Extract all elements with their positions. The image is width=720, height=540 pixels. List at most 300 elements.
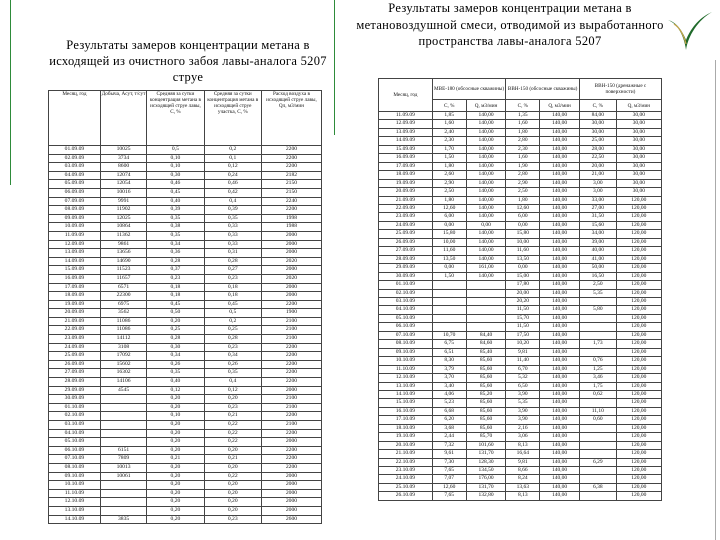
table-cell: 140,00: [540, 289, 580, 297]
table-row: [49, 369, 322, 378]
table-cell: 161,00: [466, 264, 506, 272]
table-cell: 23.09.09: [49, 335, 101, 344]
table-cell: 28,00: [579, 145, 616, 153]
table-cell: 2000: [261, 266, 321, 275]
table-cell: 140,00: [540, 120, 580, 128]
header-conc-lava: Средняя за сутки концентрация метана в исходящей струе лавы, C, %: [147, 91, 204, 146]
table-cell: 14112: [100, 335, 146, 344]
table-cell: 0,23: [204, 343, 261, 352]
table-cell: 1,60: [506, 120, 540, 128]
table-cell: 84,00: [579, 112, 616, 120]
table-cell: 10864: [100, 223, 146, 232]
table-cell: 2200: [261, 429, 321, 438]
table-row: [49, 395, 322, 404]
table-row: [379, 390, 662, 398]
table-cell: 0,12: [147, 386, 204, 395]
table-cell: 140,00: [466, 213, 506, 221]
table-row: [49, 180, 322, 189]
table-cell: 2,60: [432, 171, 466, 179]
table-cell: 0,35: [147, 369, 204, 378]
table-cell: 7809: [100, 455, 146, 464]
subheader-q: Q, м3/мин: [540, 100, 580, 112]
table-cell: 0,60: [579, 416, 616, 424]
table-cell: 2200: [261, 206, 321, 215]
table-cell: 120,00: [616, 348, 661, 356]
table-row: [379, 492, 662, 500]
table-cell: 19.09.09: [379, 179, 433, 187]
table-row: [49, 214, 322, 223]
table-cell: 09.10.09: [379, 348, 433, 356]
table-cell: 5,80: [579, 306, 616, 314]
table-cell: 2000: [261, 240, 321, 249]
table-cell: 140,00: [466, 230, 506, 238]
table-cell: 1,50: [432, 272, 466, 280]
table-row: [379, 365, 662, 373]
table-cell: 140,00: [540, 458, 580, 466]
table-row: [379, 171, 662, 179]
table-cell: 39,00: [579, 238, 616, 246]
table-row: [49, 292, 322, 301]
table-cell: 11.09.09: [379, 112, 433, 120]
table-cell: 0,2: [204, 146, 261, 155]
table-cell: 0,20: [147, 481, 204, 490]
table-cell: 0,39: [147, 206, 204, 215]
table-row: [49, 489, 322, 498]
table-cell: 15.09.09: [49, 266, 101, 275]
table-cell: 140,00: [540, 137, 580, 145]
table-row: [49, 515, 322, 524]
table-cell: 120,00: [616, 475, 661, 483]
table-row: [379, 213, 662, 221]
table-cell: 05.09.09: [49, 180, 101, 189]
table-cell: [579, 433, 616, 441]
table-cell: [579, 297, 616, 305]
table-cell: 140,00: [540, 128, 580, 136]
table-cell: 16,64: [506, 450, 540, 458]
table-row: [379, 137, 662, 145]
table-cell: 8600: [100, 163, 146, 172]
table-cell: 2,30: [506, 145, 540, 153]
table-row: [49, 335, 322, 344]
table-cell: 15,80: [506, 230, 540, 238]
table-cell: 3,90: [506, 416, 540, 424]
table-cell: 3,79: [432, 365, 466, 373]
table-cell: 11523: [100, 266, 146, 275]
table-cell: 128,30: [466, 458, 506, 466]
table-cell: 85,60: [466, 365, 506, 373]
table-cell: 0,28: [204, 335, 261, 344]
table-cell: 30,00: [616, 162, 661, 170]
table-cell: 131,70: [466, 450, 506, 458]
table-row: [49, 188, 322, 197]
header-air-flow: Расход воздуха в исходящей струе лавы, Qл, м3/мин: [261, 91, 321, 146]
table-cell: 140,00: [540, 390, 580, 398]
table-cell: 120,00: [616, 196, 661, 204]
table-cell: 0,20: [147, 506, 204, 515]
table-cell: 85,60: [466, 374, 506, 382]
table-cell: 140,00: [540, 357, 580, 365]
table-cell: 11086: [100, 317, 146, 326]
table-cell: 28.09.09: [49, 378, 101, 387]
table-cell: 0,35: [204, 214, 261, 223]
table-cell: 2100: [261, 395, 321, 404]
table-cell: 29.09.09: [379, 264, 433, 272]
table-cell: 30,00: [616, 171, 661, 179]
table-row: [49, 249, 322, 258]
table-cell: 0,22: [204, 429, 261, 438]
table-cell: 6,51: [432, 348, 466, 356]
table-cell: 27.09.09: [379, 247, 433, 255]
table-cell: [466, 314, 506, 322]
table-cell: 120,00: [616, 492, 661, 500]
table-row: [49, 197, 322, 206]
table-cell: 18.10.09: [379, 424, 433, 432]
right-methane-table: [378, 78, 662, 501]
table-cell: 2,50: [506, 188, 540, 196]
table-cell: 0,5: [204, 309, 261, 318]
table-cell: 2200: [261, 300, 321, 309]
table-cell: 0,20: [147, 403, 204, 412]
table-cell: 8,30: [432, 357, 466, 365]
table-cell: 2,44: [432, 433, 466, 441]
table-cell: 0,62: [579, 390, 616, 398]
table-row: [379, 382, 662, 390]
table-cell: [432, 281, 466, 289]
table-cell: 140,00: [540, 348, 580, 356]
table-cell: 12,60: [506, 204, 540, 212]
table-cell: 0,30: [147, 343, 204, 352]
group-mve180: МВЕ-180 (обсосные скважины): [432, 79, 506, 100]
table-cell: 10,20: [506, 340, 540, 348]
table-row: [49, 300, 322, 309]
table-cell: 0,42: [204, 188, 261, 197]
table-cell: 11,10: [579, 407, 616, 415]
table-cell: 2020: [261, 257, 321, 266]
table-cell: 02.09.09: [49, 154, 101, 163]
table-cell: [579, 492, 616, 500]
table-cell: 120,00: [616, 424, 661, 432]
table-cell: 10.10.09: [49, 481, 101, 490]
table-cell: 40,00: [579, 247, 616, 255]
table-cell: 2200: [261, 463, 321, 472]
table-cell: 0,35: [204, 369, 261, 378]
table-cell: [579, 348, 616, 356]
table-cell: 3108: [100, 343, 146, 352]
table-cell: 20,00: [506, 289, 540, 297]
table-row: [49, 403, 322, 412]
table-cell: 140,00: [466, 145, 506, 153]
table-cell: 2,50: [432, 188, 466, 196]
table-cell: 27.09.09: [49, 369, 101, 378]
subheader-q: Q, м3/мин: [616, 100, 661, 112]
table-cell: 120,00: [616, 247, 661, 255]
table-cell: 2000: [261, 249, 321, 258]
table-cell: 15,80: [432, 230, 466, 238]
table-cell: 140,00: [540, 238, 580, 246]
table-cell: 01.10.09: [379, 281, 433, 289]
table-cell: 1,80: [506, 128, 540, 136]
table-row: [49, 429, 322, 438]
table-cell: 8,66: [506, 467, 540, 475]
table-cell: 17.09.09: [49, 283, 101, 292]
table-cell: 2200: [261, 412, 321, 421]
table-cell: 0,2: [204, 317, 261, 326]
table-cell: 11086: [100, 326, 146, 335]
table-cell: 1,85: [432, 112, 466, 120]
table-row: [379, 255, 662, 263]
table-row: [49, 146, 322, 155]
table-cell: 140,00: [540, 204, 580, 212]
table-cell: 04.10.09: [379, 306, 433, 314]
table-cell: 0,20: [204, 395, 261, 404]
table-cell: 120,00: [616, 407, 661, 415]
table-row: [379, 238, 662, 246]
table-cell: 3,90: [506, 390, 540, 398]
table-cell: 11,40: [506, 357, 540, 365]
table-cell: 140,00: [466, 196, 506, 204]
table-cell: 0,1: [204, 154, 261, 163]
table-cell: 120,00: [616, 281, 661, 289]
table-cell: [100, 429, 146, 438]
table-cell: 06.10.09: [49, 446, 101, 455]
table-cell: 23.10.09: [379, 467, 433, 475]
table-cell: 2200: [261, 369, 321, 378]
subheader-c: C, %: [432, 100, 466, 112]
table-cell: 131,70: [466, 483, 506, 491]
table-cell: 16302: [100, 369, 146, 378]
table-cell: 2000: [261, 506, 321, 515]
table-cell: 08.10.09: [49, 463, 101, 472]
table-cell: 7,07: [432, 475, 466, 483]
table-cell: [432, 323, 466, 331]
table-cell: 1900: [261, 309, 321, 318]
table-cell: 20.10.09: [379, 441, 433, 449]
table-cell: 85,20: [466, 390, 506, 398]
table-cell: 3,40: [432, 382, 466, 390]
table-cell: 0,10: [147, 412, 204, 421]
table-cell: 16.10.09: [379, 407, 433, 415]
table-cell: 2200: [261, 146, 321, 155]
group-vvn150-b: ВВН-150 (дренажные с поверхности): [579, 79, 661, 100]
table-cell: 140,00: [540, 306, 580, 314]
table-cell: 140,00: [540, 433, 580, 441]
table-cell: [579, 314, 616, 322]
table-row: [379, 467, 662, 475]
table-cell: 140,00: [540, 162, 580, 170]
table-cell: 0,28: [147, 335, 204, 344]
table-cell: 25.10.09: [379, 483, 433, 491]
table-cell: 31,50: [579, 213, 616, 221]
table-cell: 85,60: [466, 382, 506, 390]
table-cell: 16.09.09: [49, 274, 101, 283]
table-cell: 140,00: [540, 365, 580, 373]
table-cell: 85,40: [466, 348, 506, 356]
table-cell: 6,50: [506, 382, 540, 390]
table-row: [379, 221, 662, 229]
table-cell: 140,00: [466, 272, 506, 280]
table-cell: 0,34: [147, 240, 204, 249]
table-cell: 132,80: [466, 492, 506, 500]
table-cell: 85,60: [466, 424, 506, 432]
table-cell: 10,00: [432, 238, 466, 246]
table-cell: 140,00: [540, 340, 580, 348]
table-cell: 3734: [100, 154, 146, 163]
table-cell: 6,29: [579, 458, 616, 466]
table-cell: 85,60: [466, 407, 506, 415]
table-cell: 6,38: [579, 483, 616, 491]
table-cell: 0,35: [147, 214, 204, 223]
table-cell: [579, 475, 616, 483]
table-cell: 10013: [100, 463, 146, 472]
table-cell: 0,34: [147, 352, 204, 361]
table-cell: 2182: [261, 171, 321, 180]
table-row: [49, 317, 322, 326]
table-cell: 0,21: [204, 412, 261, 421]
table-cell: 0,20: [147, 472, 204, 481]
table-cell: 0,00: [432, 221, 466, 229]
table-cell: 140,00: [540, 112, 580, 120]
table-cell: 20,20: [506, 297, 540, 305]
table-cell: 30,00: [579, 128, 616, 136]
table-cell: [432, 314, 466, 322]
table-cell: 2000: [261, 292, 321, 301]
table-cell: 0,25: [147, 326, 204, 335]
table-row: [379, 112, 662, 120]
table-cell: 2000: [261, 231, 321, 240]
table-cell: 1,70: [432, 145, 466, 153]
table-cell: 2000: [261, 489, 321, 498]
table-cell: 84,40: [466, 331, 506, 339]
table-cell: 0,30: [147, 171, 204, 180]
table-row: [379, 281, 662, 289]
table-cell: 0,40: [147, 197, 204, 206]
table-cell: 16,50: [579, 272, 616, 280]
table-cell: 17,80: [506, 281, 540, 289]
table-cell: 10,00: [506, 238, 540, 246]
table-cell: 85,60: [466, 357, 506, 365]
table-cell: 120,00: [616, 399, 661, 407]
table-row: [49, 386, 322, 395]
table-cell: 1,25: [579, 365, 616, 373]
table-cell: 2,50: [579, 281, 616, 289]
table-cell: 120,00: [616, 264, 661, 272]
table-cell: 140,00: [540, 323, 580, 331]
table-cell: [579, 450, 616, 458]
table-cell: 11,50: [506, 306, 540, 314]
table-row: [379, 399, 662, 407]
table-cell: 0,20: [147, 515, 204, 524]
table-cell: 0,4: [204, 197, 261, 206]
table-cell: 22.10.09: [379, 458, 433, 466]
table-cell: 8,13: [506, 441, 540, 449]
subheader-q: Q, м3/мин: [466, 100, 506, 112]
table-cell: [432, 306, 466, 314]
table-cell: 120,00: [616, 289, 661, 297]
table-cell: 140,00: [540, 314, 580, 322]
table-cell: 120,00: [616, 331, 661, 339]
table-cell: 10.10.09: [379, 357, 433, 365]
table-cell: 34,00: [579, 230, 616, 238]
table-cell: 13.10.09: [49, 506, 101, 515]
table-cell: 13,50: [432, 255, 466, 263]
table-cell: 13,63: [506, 483, 540, 491]
table-cell: 0,12: [204, 386, 261, 395]
table-cell: 120,00: [616, 357, 661, 365]
table-cell: 07.10.09: [49, 455, 101, 464]
table-cell: 12025: [100, 214, 146, 223]
table-cell: 140,00: [466, 154, 506, 162]
table-row: [49, 421, 322, 430]
table-cell: 140,00: [540, 475, 580, 483]
table-cell: 140,00: [466, 162, 506, 170]
table-cell: 23.09.09: [379, 213, 433, 221]
table-cell: 0,20: [147, 421, 204, 430]
table-cell: 140,00: [540, 382, 580, 390]
table-cell: 0,50: [147, 309, 204, 318]
table-cell: 17,50: [506, 331, 540, 339]
table-cell: 0,20: [147, 317, 204, 326]
table-cell: 0,20: [204, 481, 261, 490]
table-cell: 26.09.09: [379, 238, 433, 246]
table-cell: 2100: [261, 326, 321, 335]
table-cell: 30.09.09: [49, 395, 101, 404]
table-cell: 30,00: [616, 120, 661, 128]
table-cell: 2200: [261, 378, 321, 387]
table-cell: 140,00: [540, 399, 580, 407]
table-cell: 140,00: [466, 120, 506, 128]
table-row: [379, 475, 662, 483]
table-cell: 120,00: [616, 365, 661, 373]
table-cell: 0,26: [147, 360, 204, 369]
table-cell: 140,00: [466, 247, 506, 255]
table-cell: 0,22: [204, 472, 261, 481]
table-cell: 22.09.09: [49, 326, 101, 335]
table-cell: 24.09.09: [379, 221, 433, 229]
table-cell: 0,12: [204, 163, 261, 172]
table-cell: 30,00: [616, 145, 661, 153]
table-cell: 2,90: [506, 179, 540, 187]
table-cell: [100, 481, 146, 490]
table-cell: 18.09.09: [49, 292, 101, 301]
table-cell: 15.09.09: [379, 145, 433, 153]
table-cell: 140,00: [466, 188, 506, 196]
table-row: [379, 314, 662, 322]
table-cell: 0,45: [204, 300, 261, 309]
table-cell: 0,23: [204, 515, 261, 524]
table-cell: 30,00: [616, 137, 661, 145]
table-cell: 140,00: [540, 196, 580, 204]
table-cell: 2100: [261, 421, 321, 430]
table-cell: 120,00: [616, 433, 661, 441]
table-cell: 140,00: [540, 145, 580, 153]
table-cell: 2020: [261, 274, 321, 283]
table-cell: 10,70: [432, 331, 466, 339]
table-cell: 04.10.09: [49, 429, 101, 438]
table-cell: 3562: [100, 309, 146, 318]
table-cell: 21,00: [579, 171, 616, 179]
table-cell: 7,32: [432, 441, 466, 449]
table-cell: 120,00: [616, 213, 661, 221]
table-row: [49, 481, 322, 490]
table-cell: 20,00: [579, 162, 616, 170]
table-cell: 13.09.09: [49, 249, 101, 258]
table-cell: 12,60: [432, 483, 466, 491]
table-row: [49, 378, 322, 387]
table-cell: 02.10.09: [379, 289, 433, 297]
table-cell: 12,60: [432, 204, 466, 212]
table-cell: [100, 421, 146, 430]
table-cell: 03.10.09: [49, 421, 101, 430]
